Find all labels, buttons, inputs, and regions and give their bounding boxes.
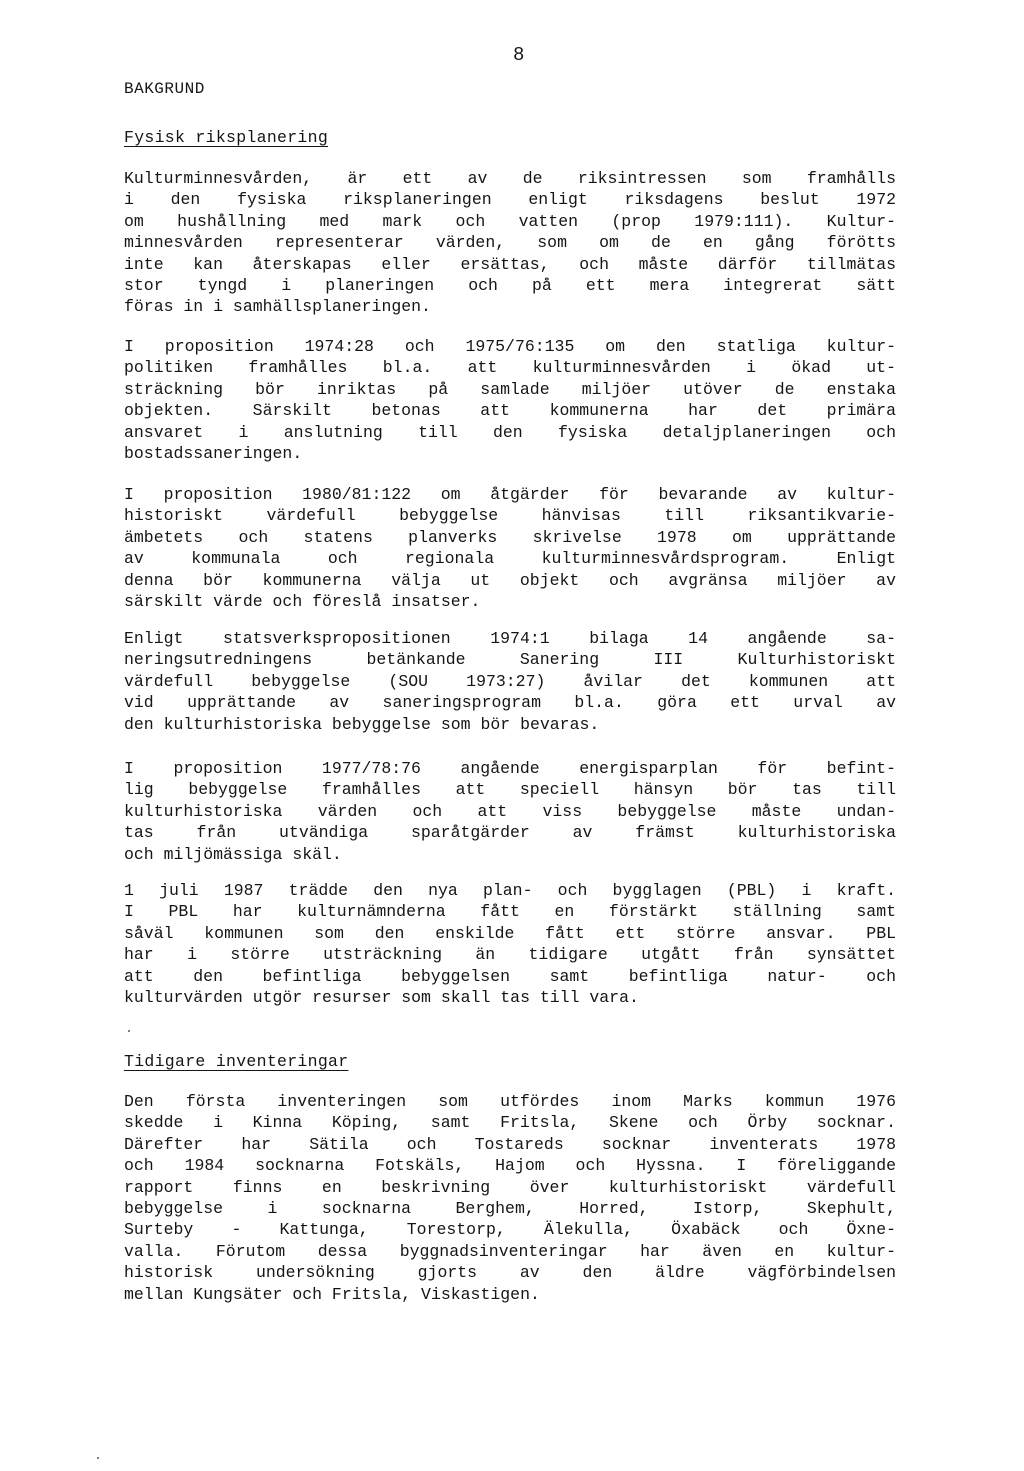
page-heading: BAKGRUND	[124, 80, 205, 98]
paragraph	[124, 628, 904, 735]
paragraph	[124, 758, 904, 865]
text-line: Enligt statsverkspropositionen 1974:1 bilaga 14 angående sa-	[124, 629, 896, 648]
text-line: tas från utvändiga sparåtgärder av främst kulturhistoriska	[124, 823, 896, 843]
paragraph	[124, 1091, 904, 1305]
text-line: såväl kommunen som den enskilde fått ett större ansvar. PBL	[124, 923, 896, 943]
text-line: I proposition 1977/78:76 angående energisparplan för befint-	[124, 759, 896, 778]
scan-speck	[97, 1457, 99, 1459]
text-line: bostadssaneringen.	[124, 443, 303, 463]
text-line: och 1984 socknarna Fotskäls, Hajom och Hyssna. I föreliggande	[124, 1156, 896, 1176]
text-line: stor tyngd i planeringen och på ett mera integrerat sätt	[124, 275, 896, 295]
text-line: Kulturminnesvården, är ett av de riksintressen som framhålls	[124, 169, 896, 188]
text-line: Surteby - Kattunga, Torestorp, Älekulla, Öxabäck och Öxne-	[124, 1220, 896, 1240]
text-line: neringsutredningens betänkande Sanering III Kulturhistoriskt	[124, 650, 896, 670]
text-line: Därefter har Sätila och Tostareds socknar inventerats 1978	[124, 1134, 896, 1154]
text-line: om hushållning med mark och vatten (prop 1979:111). Kultur-	[124, 211, 896, 231]
text-line: I PBL har kulturnämnderna fått en förstärkt ställning samt	[124, 902, 896, 922]
text-line: värdefull bebyggelse (SOU 1973:27) åvilar det kommunen att	[124, 671, 896, 691]
text-line: särskilt värde och föreslå insatser.	[124, 591, 481, 611]
paragraph	[124, 484, 904, 612]
text-line: minnesvården representerar värden, som om de en gång förötts	[124, 233, 896, 253]
text-line: objekten. Särskilt betonas att kommunerna har det primära	[124, 401, 896, 421]
text-line: valla. Förutom dessa byggnadsinventeringar har även en kultur-	[124, 1241, 896, 1261]
text-line: vid upprättande av saneringsprogram bl.a. göra ett urval av	[124, 693, 896, 713]
text-line: mellan Kungsäter och Fritsla, Viskastigen.	[124, 1284, 540, 1304]
text-line: i den fysiska riksplaneringen enligt riksdagens beslut 1972	[124, 190, 896, 210]
text-line: politiken framhålles bl.a. att kulturminnesvården i ökad ut-	[124, 358, 896, 378]
text-line: kulturhistoriska värden och att viss bebyggelse måste undan-	[124, 801, 896, 821]
text-line: kulturvärden utgör resurser som skall tas till vara.	[124, 987, 639, 1007]
text-line: lig bebyggelse framhålles att speciell hänsyn bör tas till	[124, 780, 896, 800]
text-line: och miljömässiga skäl.	[124, 844, 342, 864]
text-line: ämbetets och statens planverks skrivelse 1978 om upprättande	[124, 527, 896, 547]
text-line: av kommunala och regionala kulturminnesvårdsprogram. Enligt	[124, 549, 896, 569]
text-line: har i större utsträckning än tidigare utgått från synsättet	[124, 945, 896, 965]
section-heading: Tidigare inventeringar	[124, 1052, 349, 1071]
text-line: inte kan återskapas eller ersättas, och måste därför tillmätas	[124, 254, 896, 274]
text-line: skedde i Kinna Köping, samt Fritsla, Skene och Örby socknar.	[124, 1113, 896, 1133]
text-line: I proposition 1974:28 och 1975/76:135 om den statliga kultur-	[124, 337, 896, 356]
paragraph	[124, 880, 904, 1008]
scan-speck	[128, 1030, 130, 1032]
page-number: 8	[513, 44, 525, 66]
text-line: föras in i samhällsplaneringen.	[124, 297, 431, 317]
paragraph	[124, 336, 904, 464]
text-line: historiskt värdefull bebyggelse hänvisas till riksantikvarie-	[124, 506, 896, 526]
text-line: denna bör kommunerna välja ut objekt och avgränsa miljöer av	[124, 570, 896, 590]
text-line: rapport finns en beskrivning över kulturhistoriskt värdefull	[124, 1177, 896, 1197]
text-line: historisk undersökning gjorts av den äldre vägförbindelsen	[124, 1263, 896, 1283]
text-line: ansvaret i anslutning till den fysiska detaljplaneringen och	[124, 422, 896, 442]
paragraph	[124, 168, 904, 318]
section-heading: Fysisk riksplanering	[124, 128, 329, 147]
text-line: Den första inventeringen som utfördes inom Marks kommun 1976	[124, 1092, 896, 1111]
text-line: I proposition 1980/81:122 om åtgärder för bevarande av kultur-	[124, 485, 896, 504]
text-line: sträckning bör inriktas på samlade miljöer utöver de enstaka	[124, 379, 896, 399]
text-line: bebyggelse i socknarna Berghem, Horred, Istorp, Skephult,	[124, 1198, 896, 1218]
text-line: 1 juli 1987 trädde den nya plan- och bygglagen (PBL) i kraft.	[124, 881, 896, 900]
text-line: den kulturhistoriska bebyggelse som bör bevaras.	[124, 714, 600, 734]
text-line: att den befintliga bebyggelsen samt befintliga natur- och	[124, 966, 896, 986]
